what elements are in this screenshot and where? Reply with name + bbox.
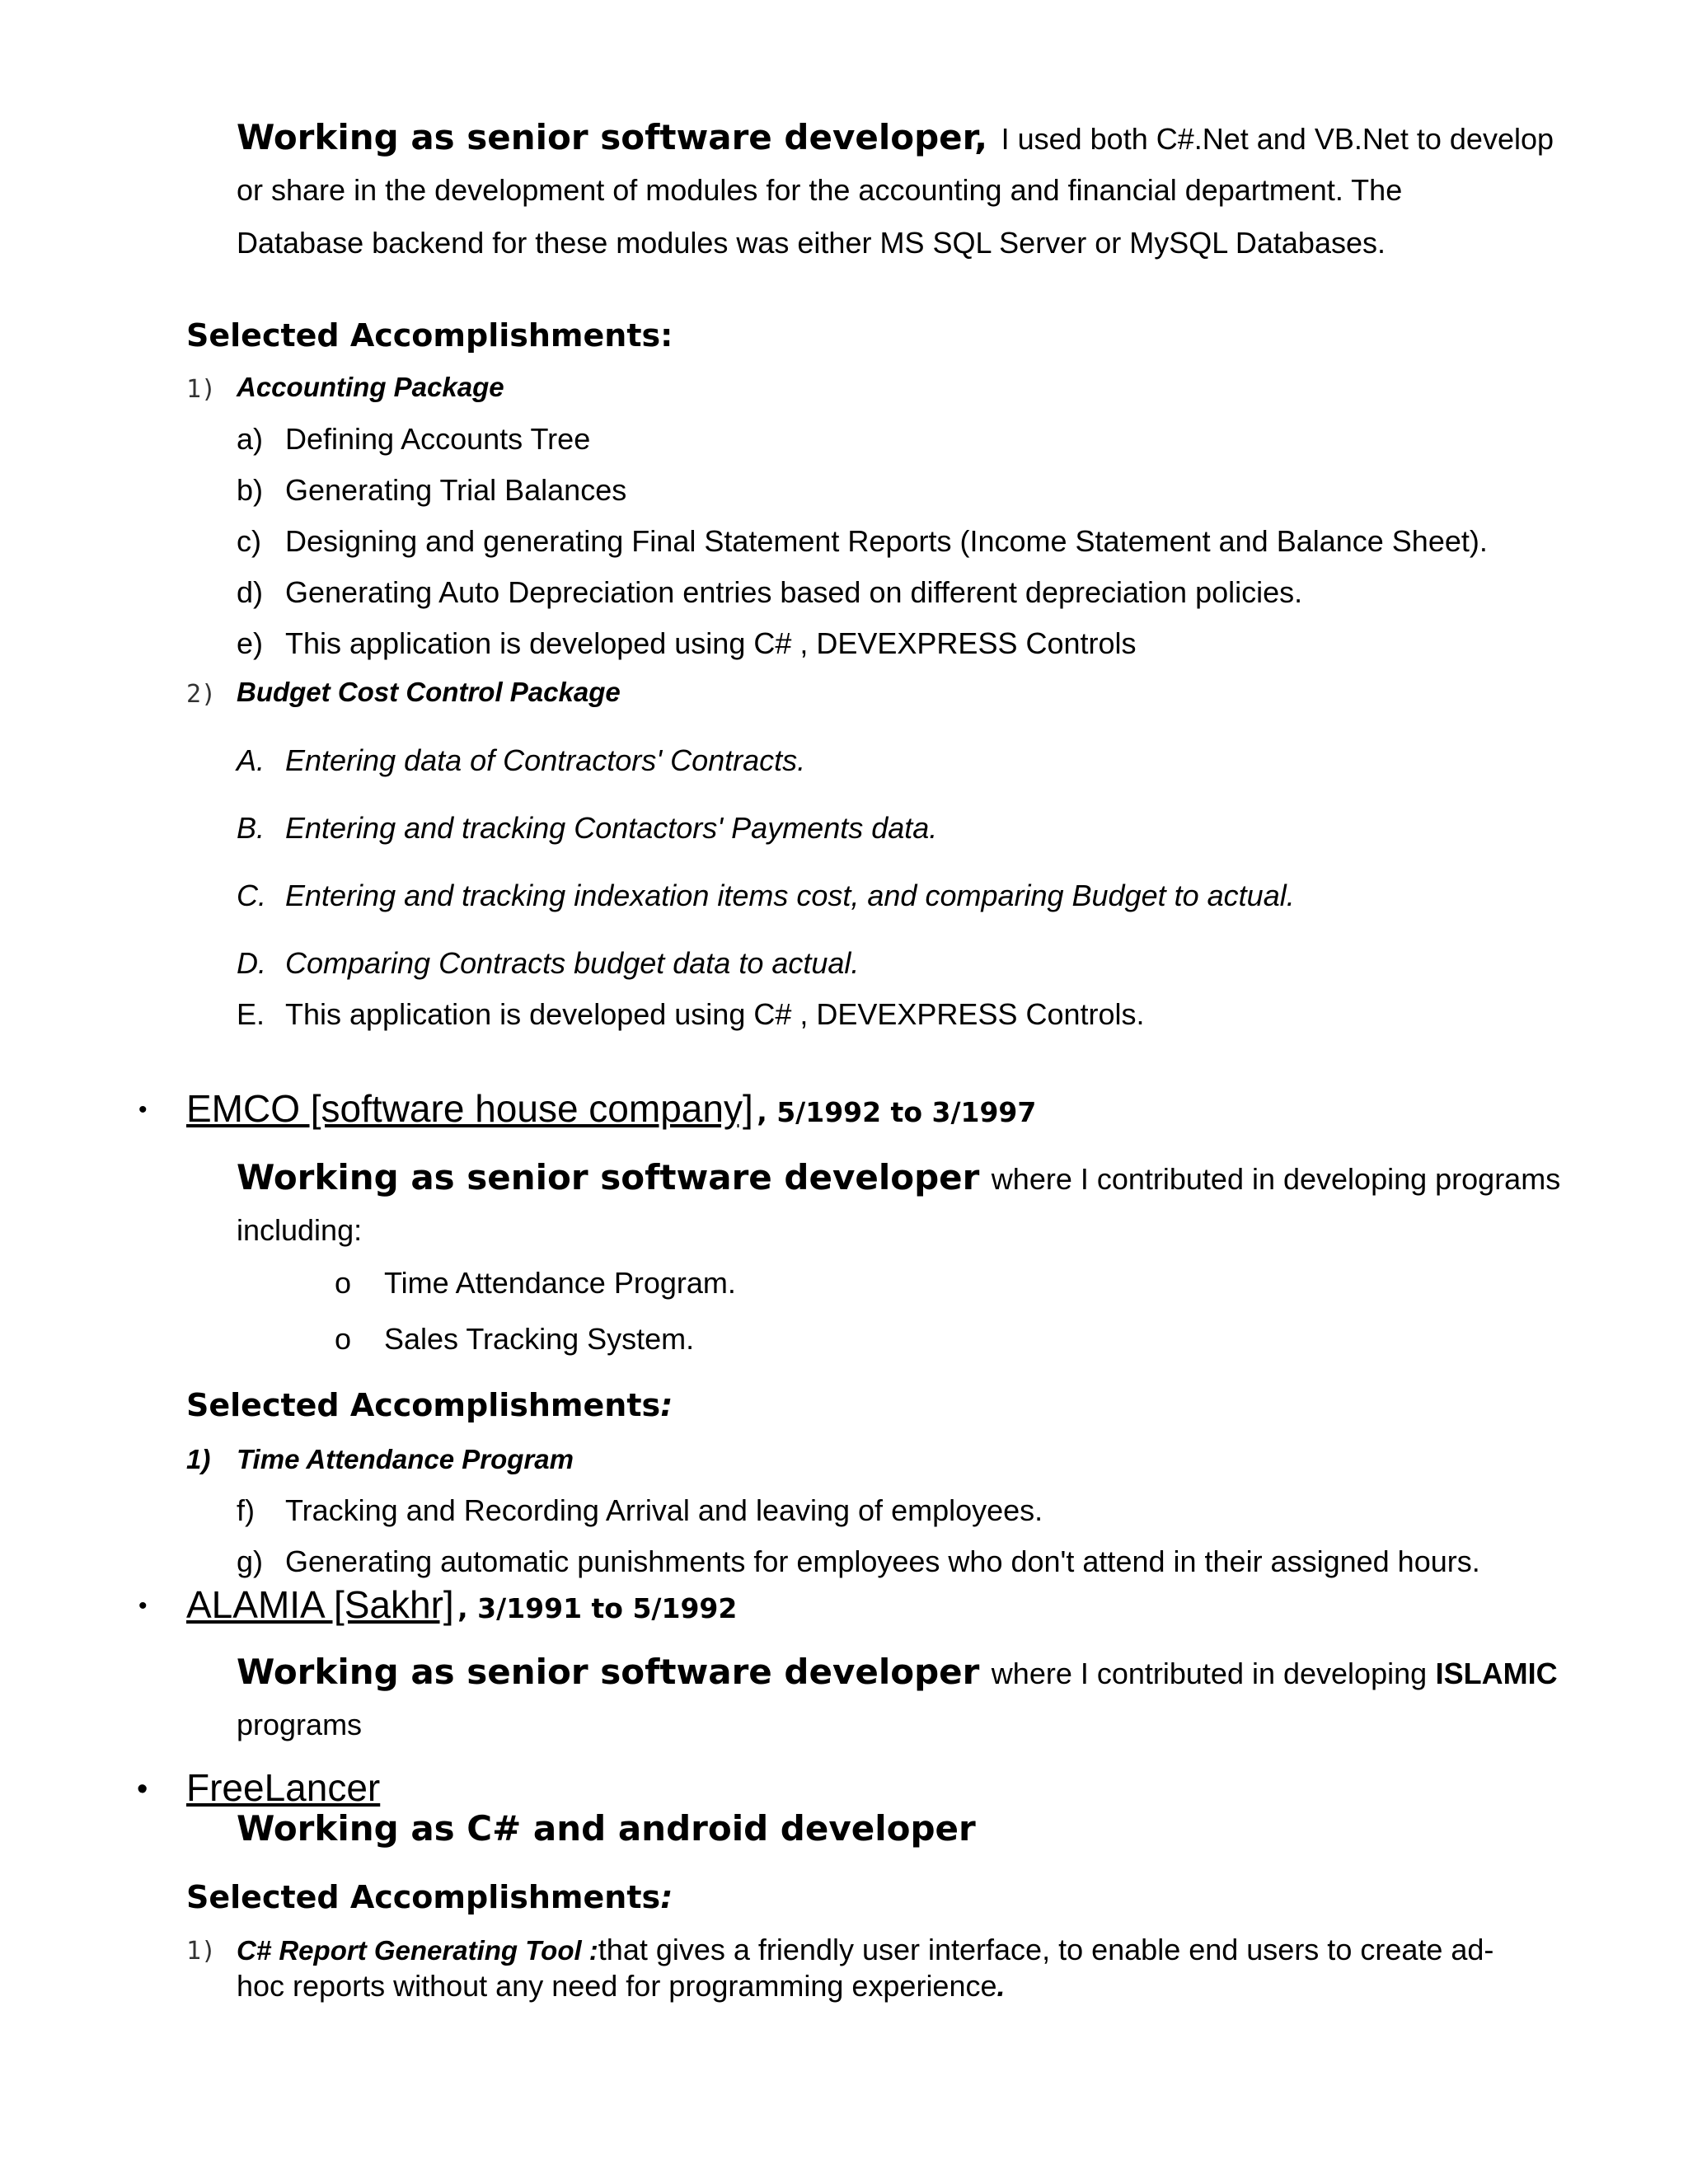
list-item-text: Entering and tracking Contactors' Payments data.: [285, 811, 938, 845]
employment-dates: , 3/1991 to 5/1992: [457, 1592, 738, 1624]
list-item-label: C.: [237, 879, 266, 912]
list-item-label: c): [237, 524, 261, 558]
list-item-text: Generating Auto Depreciation entries based on different depreciation policies.: [285, 575, 1303, 609]
list-item-label: a): [237, 422, 264, 456]
list-item-text: Designing and generating Final Statement Reports (Income Statement and Balance Sheet).: [285, 524, 1488, 558]
accomplishments-heading: Selected Accomplishments:: [186, 1387, 673, 1423]
project-title: Accounting Package: [237, 372, 504, 402]
intro-text-3: Database backend for these modules was either MS SQL Server or MySQL Databases.: [237, 226, 1386, 260]
list-item-label: E.: [237, 997, 265, 1031]
accomplishments-heading: Selected Accomplishments:: [186, 317, 673, 354]
list-item-text: Generating Trial Balances: [285, 473, 627, 507]
company-name: ALAMIA [Sakhr]: [186, 1583, 454, 1626]
list-item-text: Entering and tracking indexation items cost, and comparing Budget to actual.: [285, 879, 1295, 912]
employer-heading: [186, 1086, 1036, 1131]
project-line-2: hoc reports without any need for programming experience.: [237, 1969, 1006, 2003]
project-number: 1): [186, 375, 217, 404]
role-lead: Working as senior software developer: [237, 1652, 980, 1692]
role-text-1: where I contributed in developing: [991, 1657, 1428, 1690]
project-title: Time Attendance Program: [237, 1444, 574, 1474]
role-text-bold: ISLAMIC: [1435, 1657, 1558, 1690]
role-line-1: [237, 1652, 1558, 1692]
project-title: C# Report Generating Tool :: [237, 1935, 598, 1966]
circle-bullet-icon: o: [335, 1322, 352, 1356]
intro-line-1: [237, 117, 1554, 157]
program-item: Sales Tracking System.: [384, 1322, 695, 1356]
role-line-1: [237, 1157, 1560, 1197]
project-number: 1): [186, 1937, 217, 1966]
project-number: 2): [186, 680, 217, 709]
project-text-2: hoc reports without any need for programming experience: [237, 1969, 997, 2003]
list-item-label: g): [237, 1544, 264, 1578]
role-lead: Working as C# and android developer: [237, 1808, 976, 1849]
role-text-1: where I contributed in developing programs: [991, 1162, 1561, 1196]
intro-lead: Working as senior software developer,: [237, 117, 988, 157]
program-item: Time Attendance Program.: [384, 1266, 736, 1300]
list-item-text: This application is developed using C# , DEVEXPRESS Controls.: [285, 997, 1145, 1031]
bullet-icon: •: [138, 1592, 148, 1619]
project-text-1: that gives a friendly user interface, to enable end users to create ad-: [598, 1933, 1494, 1966]
list-item-text: Entering data of Contractors' Contracts.: [285, 743, 806, 777]
bullet-icon: •: [138, 1096, 148, 1123]
list-item-text: Defining Accounts Tree: [285, 422, 591, 456]
list-item-label: b): [237, 473, 264, 507]
list-item-label: e): [237, 626, 264, 660]
company-name: FreeLancer: [186, 1766, 381, 1809]
company-name: EMCO [software house company]: [186, 1087, 753, 1130]
list-item-label: B.: [237, 811, 265, 845]
list-item-label: f): [237, 1493, 255, 1527]
list-item-text: Generating automatic punishments for employees who don't attend in their assigned hours.: [285, 1544, 1480, 1578]
list-item-text: Comparing Contracts budget data to actual.: [285, 946, 860, 980]
list-item-label: D.: [237, 946, 266, 980]
list-item-text: This application is developed using C# , DEVEXPRESS Controls: [285, 626, 1137, 660]
project-title: Budget Cost Control Package: [237, 677, 621, 707]
list-item-label: A.: [237, 743, 265, 777]
intro-text-1: I used both C#.Net and VB.Net to develop: [1001, 122, 1554, 156]
list-item-label: d): [237, 575, 264, 609]
list-item-text: Tracking and Recording Arrival and leaving of employees.: [285, 1493, 1043, 1527]
role-text-2: including:: [237, 1213, 363, 1247]
project-number: 1): [186, 1444, 211, 1474]
employment-dates: , 5/1992 to 3/1997: [757, 1096, 1037, 1128]
role-text-2: programs: [237, 1708, 363, 1741]
accomplishments-heading: Selected Accomplishments:: [186, 1879, 673, 1915]
bullet-icon: •: [137, 1772, 148, 1807]
project-line-1: [237, 1933, 1493, 1967]
circle-bullet-icon: o: [335, 1266, 352, 1300]
employer-heading: [186, 1582, 737, 1627]
intro-text-2: or share in the development of modules for the accounting and financial department. The: [237, 173, 1403, 207]
role-lead: Working as senior software developer: [237, 1157, 980, 1197]
